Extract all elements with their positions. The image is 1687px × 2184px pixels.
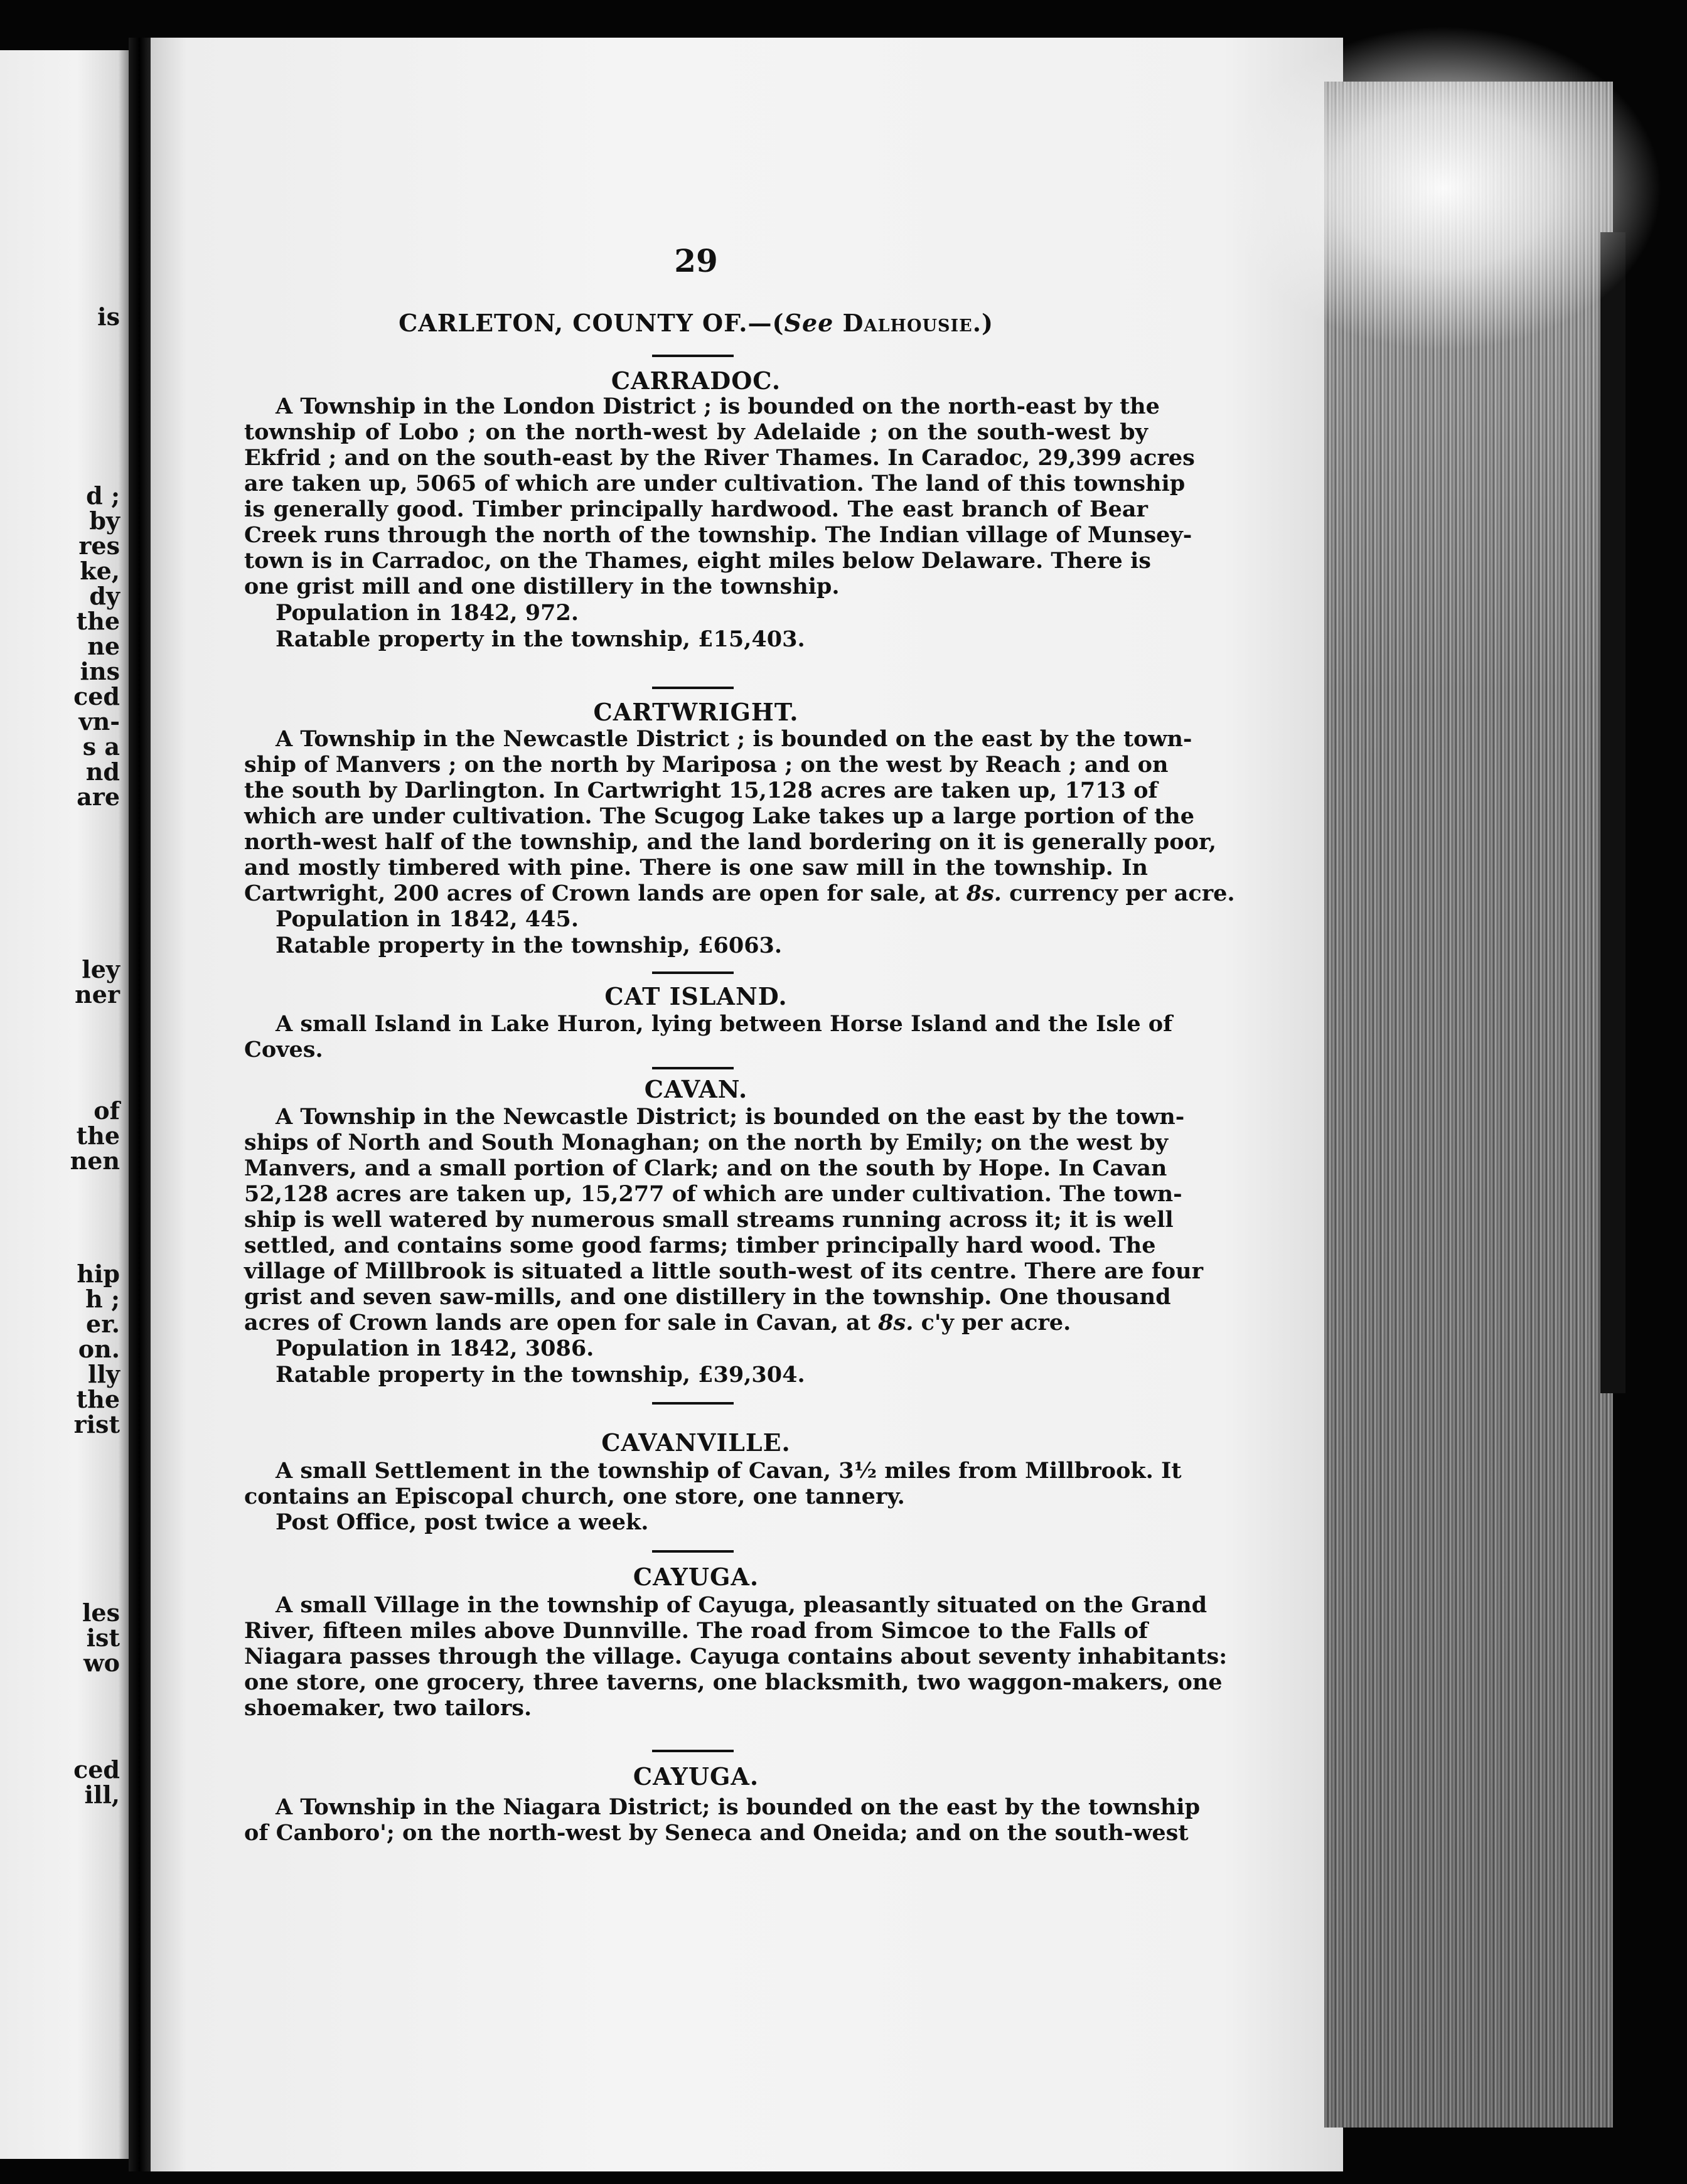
book-gutter — [129, 38, 151, 2171]
entry-line: contains an Episcopal church, one store, one tannery. — [244, 1484, 905, 1509]
entry-line: township of Lobo ; on the north-west by Adelaide ; on the south-west by — [244, 419, 1148, 445]
section-rule — [652, 1550, 734, 1553]
previous-page-fragment: on. — [78, 1335, 120, 1363]
entry-line: settled, and contains some good farms; timber principally hard wood. The — [244, 1233, 1156, 1258]
population-line: Population in 1842, 3086. — [276, 1336, 594, 1361]
section-rule — [652, 1402, 734, 1405]
ratable-line: Ratable property in the township, £15,403. — [276, 626, 805, 652]
entry-line: grist and seven saw-mills, and one distillery in the township. One thousand — [244, 1284, 1171, 1310]
entry-title-cavan: CAVAN. — [644, 1075, 748, 1103]
section-heading-carleton — [244, 309, 1148, 338]
ratable-line: Ratable property in the township, £39,304. — [276, 1362, 805, 1388]
entry-line: north-west half of the township, and the land bordering on it is generally poor, — [244, 829, 1217, 855]
previous-page-fragment: dy — [89, 582, 120, 610]
entry-line: A Township in the Newcastle District; is bounded on the east by the town- — [276, 1104, 1185, 1130]
previous-page-fragment: s a — [82, 732, 120, 761]
entry-line: Manvers, and a small portion of Clark; and on the south by Hope. In Cavan — [244, 1155, 1167, 1181]
previous-page-fragment: ill, — [84, 1780, 120, 1809]
entry-line: A small Settlement in the township of Cavan, 3½ miles from Millbrook. It — [276, 1458, 1182, 1484]
previous-page-fragment: the — [76, 1121, 120, 1150]
entry-line — [244, 880, 1235, 907]
crown-lands-text: acres of Crown lands are open for sale in Cavan, at — [244, 1310, 870, 1336]
book-page-edges — [1324, 82, 1613, 2128]
previous-page-fragment: by — [89, 506, 120, 535]
heading-see: See — [784, 309, 834, 337]
page-number: 29 — [674, 242, 718, 279]
scan-glare — [1224, 25, 1663, 351]
previous-page-fragment: ced — [73, 1755, 120, 1784]
entry-line: village of Millbrook is situated a little south-west of its centre. There are four — [244, 1258, 1204, 1284]
previous-page-fragment: is — [97, 302, 120, 331]
previous-page-fragment: res — [78, 532, 120, 560]
post-office-line: Post Office, post twice a week. — [276, 1509, 649, 1535]
price-unit: 8s. — [878, 1310, 914, 1336]
section-rule — [652, 1067, 734, 1069]
entry-title-cayuga-township: CAYUGA. — [633, 1762, 759, 1791]
previous-page-fragment: ke, — [80, 557, 120, 585]
section-rule — [652, 687, 734, 689]
entry-line: A Township in the Niagara District; is bounded on the east by the township — [276, 1794, 1201, 1820]
previous-page-fragment: are — [77, 783, 120, 811]
previous-page-fragment: ced — [73, 682, 120, 710]
entry-line: of Canboro'; on the north-west by Seneca and Oneida; and on the south-west — [244, 1820, 1189, 1846]
entry-line: A Township in the Newcastle District ; is bounded on the east by the town- — [276, 726, 1192, 752]
entry-line: Niagara passes through the village. Cayuga contains about seventy inhabitants: — [244, 1644, 1228, 1669]
entry-line: one store, one grocery, three taverns, one blacksmith, two waggon-makers, one — [244, 1669, 1223, 1695]
entry-line: are taken up, 5065 of which are under cultivation. The land of this township — [244, 471, 1186, 496]
previous-page-fragment: hip — [77, 1260, 120, 1288]
entry-line: town is in Carradoc, on the Thames, eight miles below Delaware. There is — [244, 548, 1152, 574]
previous-page-fragment: vn- — [78, 707, 120, 736]
crown-lands-text: Cartwright, 200 acres of Crown lands are open for sale, at — [244, 881, 959, 906]
entry-line: River, fifteen miles above Dunnville. The road from Simcoe to the Falls of — [244, 1618, 1148, 1644]
entry-line: A small Village in the township of Cayuga, pleasantly situated on the Grand — [276, 1592, 1208, 1618]
entry-line: shoemaker, two tailors. — [244, 1695, 532, 1721]
price-tail: c'y per acre. — [913, 1310, 1071, 1336]
entry-line: A Township in the London District ; is bounded on the north-east by the — [276, 393, 1160, 419]
previous-page-fragment: nd — [85, 757, 120, 786]
entry-title-cat-island: CAT ISLAND. — [604, 982, 788, 1010]
entry-line: is generally good. Timber principally hardwood. The east branch of Bear — [244, 496, 1148, 522]
ratable-line: Ratable property in the township, £6063. — [276, 933, 783, 958]
entry-line: which are under cultivation. The Scugog Lake takes up a large portion of the — [244, 803, 1194, 829]
previous-page-sliver — [0, 50, 129, 2159]
previous-page-fragment: les — [82, 1598, 120, 1627]
entry-line: A small Island in Lake Huron, lying between Horse Island and the Isle of — [276, 1011, 1173, 1037]
previous-page-fragment: wo — [83, 1649, 120, 1677]
entry-title-cavanville: CAVANVILLE. — [601, 1428, 791, 1457]
previous-page-fragment: er. — [86, 1310, 120, 1338]
section-rule — [652, 1750, 734, 1752]
population-line: Population in 1842, 445. — [276, 906, 579, 932]
entry-line: and mostly timbered with pine. There is one saw mill in the township. In — [244, 855, 1148, 881]
entry-title-cayuga-village: CAYUGA. — [633, 1563, 759, 1591]
entry-line — [244, 1309, 1148, 1337]
entry-line: Ekfrid ; and on the south-east by the River Thames. In Caradoc, 29,399 acres — [244, 445, 1195, 471]
heading-main: CARLETON, COUNTY OF.—( — [399, 309, 785, 337]
previous-page-fragment: of — [94, 1096, 120, 1125]
entry-line: ship of Manvers ; on the north by Mariposa ; on the west by Reach ; and on — [244, 752, 1169, 778]
previous-page-fragment: d ; — [86, 481, 120, 510]
entry-line: the south by Darlington. In Cartwright 15,128 acres are taken up, 1713 of — [244, 778, 1158, 803]
section-rule — [652, 355, 734, 357]
previous-page-fragment: rist — [73, 1410, 120, 1438]
price-tail: currency per acre. — [1001, 881, 1235, 906]
previous-page-fragment: h ; — [85, 1285, 120, 1313]
entry-line: 52,128 acres are taken up, 15,277 of which are under cultivation. The town- — [244, 1181, 1182, 1207]
previous-page-fragment: ist — [86, 1624, 120, 1652]
entry-line: Creek runs through the north of the township. The Indian village of Munsey- — [244, 522, 1192, 548]
entry-line: one grist mill and one distillery in the township. — [244, 574, 840, 599]
heading-reference: Dalhousie — [842, 309, 973, 337]
previous-page-fragment: ins — [80, 657, 120, 685]
previous-page-fragment: nen — [70, 1147, 120, 1175]
entry-title-carradoc: CARRADOC. — [611, 367, 781, 395]
previous-page-fragment: the — [76, 1385, 120, 1413]
previous-page-fragment: the — [76, 607, 120, 635]
previous-page-fragment: ley — [82, 955, 120, 983]
population-line: Population in 1842, 972. — [276, 600, 579, 626]
entry-line: ships of North and South Monaghan; on the north by Emily; on the west by — [244, 1130, 1169, 1155]
page-edge-shadow — [1600, 232, 1625, 1393]
previous-page-fragment: ne — [87, 632, 120, 660]
previous-page-fragment: ner — [75, 980, 120, 1009]
section-rule — [652, 972, 734, 974]
entry-line: ship is well watered by numerous small streams running across it; it is well — [244, 1207, 1174, 1233]
entry-title-cartwright: CARTWRIGHT. — [593, 698, 799, 726]
heading-close: .) — [972, 309, 993, 337]
previous-page-fragment: lly — [88, 1360, 120, 1388]
entry-line: Coves. — [244, 1037, 323, 1063]
price-unit: 8s. — [966, 881, 1002, 906]
